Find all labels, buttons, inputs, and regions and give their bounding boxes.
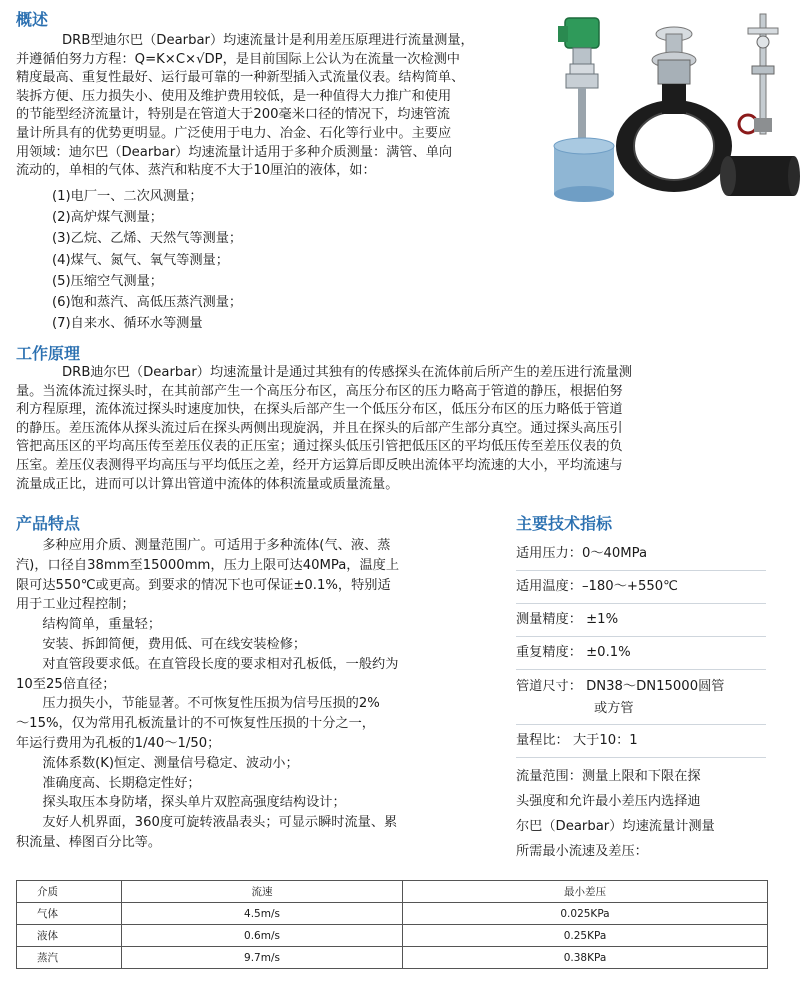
features-line: 流体系数(K)恒定、测量信号稳定、波动小； (16, 755, 299, 771)
list-item: (6)饱和蒸汽、高低压蒸汽测量； (52, 295, 243, 311)
features-text (16, 536, 478, 853)
overview-line: 量计所具有的优势更明显。广泛使用于电力、冶金、石化等行业中。主要应 (16, 125, 452, 141)
range-line: 所需最小流速及差压： (516, 844, 648, 859)
overview-title: 概述 (16, 10, 49, 29)
spec-row (516, 637, 766, 670)
spec-value: ±0.1% (581, 645, 631, 660)
spec-value: –180～+550℃ (581, 579, 678, 594)
overview-line: DRB型迪尔巴（Dearbar）均速流量计是利用差压原理进行流量测量， (62, 33, 474, 48)
header-cell: 最小差压 (403, 881, 768, 903)
table-cell: 9.7m/s (122, 947, 403, 969)
list-item: (7)自来水、循环水等测量 (52, 316, 203, 332)
table-cell: 气体 (17, 903, 122, 925)
features-line: 用于工业过程控制； (16, 597, 135, 613)
table-cell: 0.6m/s (122, 925, 403, 947)
principle-text (16, 364, 768, 494)
spec-row (516, 538, 766, 571)
principle-line: 流量成正比，进而可以计算出管道中流体的体积流量或质量流量。 (16, 476, 399, 492)
spec-label: 适用压力： (516, 546, 582, 561)
features-line: 汽)，口径自38mm至15000mm，压力上限可达40MPa，温度上 (16, 557, 400, 573)
product-photos (548, 6, 800, 202)
table-cell: 0.025KPa (403, 903, 768, 925)
principle-line: 的静压。差压流体从探头流过后在探头两侧出现旋涡，并且在探头的后部产生部分真空。通过探头高压引 (16, 420, 623, 436)
specs-list (516, 538, 766, 868)
principle-line: 管把高压区的平均高压传至差压仪表的正压室；通过探头低压引管把低压区的平均低压传至差压仪表的负 (16, 439, 623, 455)
overview-line: 的节能型经济流量计，特别是在管道大于200毫米口径的情况下，均速管流 (16, 107, 450, 123)
features-line: 结构简单，重量轻； (16, 617, 162, 633)
features-line: 10至25倍直径； (16, 676, 116, 692)
overview-line: 并遵循伯努力方程：Q=K×C×√DP，是目前国际上公认为在流量一次检测中 (16, 51, 460, 67)
overview-line: 流动的，单相的气体、蒸汽和粘度不大于10厘泊的液体，如： (16, 163, 376, 179)
features-line: 准确度高、长期稳定性好； (16, 775, 201, 791)
range-line: 测量上限和下限在探 (581, 769, 701, 784)
min-diff-pressure-table (16, 880, 768, 969)
list-item: (4)煤气、氮气、氧气等测量； (52, 252, 229, 268)
spec-value: DN38～DN15000圆管 (581, 679, 725, 694)
features-line: 安装、拆卸简便，费用低、可在线安装检修； (16, 636, 307, 652)
table-cell: 4.5m/s (122, 903, 403, 925)
table-header-row (17, 881, 768, 903)
overview-line: 装拆方便、压力损失小、使用及维护费用较低，是一种值得大力推广和使用 (16, 88, 452, 104)
features-line: ～15%，仅为常用孔板流量计的不可恢复性压损的十分之一， (16, 716, 375, 732)
range-line: 头强度和允许最小差压内选择迪 (516, 794, 701, 809)
spec-value: 0～40MPa (581, 546, 648, 561)
features-title: 产品特点 (16, 514, 81, 533)
overview-line: 精度最高、重复性最好、运行最可靠的一种新型插入式流量仪表。结构简单、 (16, 70, 465, 86)
features-line: 年运行费用为孔板的1/40～1/50； (16, 735, 221, 751)
overview-text (16, 32, 554, 181)
features-line: 压力损失小，节能显著。不可恢复性压损为信号压损的2% (16, 696, 380, 712)
spec-row (516, 725, 766, 758)
list-item: (5)压缩空气测量； (52, 273, 163, 289)
spec-row (516, 670, 766, 725)
features-line: 多种应用介质、测量范围广。可适用于多种流体(气、液、蒸 (16, 538, 391, 553)
features-line: 限可达550℃或更高。到要求的情况下也可保证±0.1%，特别适 (16, 577, 391, 593)
application-list (52, 186, 242, 334)
spec-label: 管道尺寸： (516, 679, 582, 694)
features-line: 对直管段要求低。在直管段长度的要求相对孔板低，一般约为 (16, 656, 399, 672)
principle-line: 量。当流体流过探头时，在其前部产生一个高压分布区，高压分布区的压力略高于管道的静压，根据伯努 (16, 383, 623, 399)
flanged-saddle-photo (616, 27, 732, 192)
features-line: 探头取压本身防堵，探头单片双腔高强度结构设计； (16, 795, 346, 811)
valve-assembly-photo (720, 14, 800, 196)
table-row (17, 947, 768, 969)
features-line: 友好人机界面，360度可旋转液晶表头；可显示瞬时流量、累 (16, 815, 398, 831)
specs-title: 主要技术指标 (516, 514, 613, 533)
table-row (17, 925, 768, 947)
overview-line: 用领域：迪尔巴（Dearbar）均速流量计适用于多种介质测量：满管、单向 (16, 144, 453, 160)
spec-row (516, 604, 766, 637)
spec-label: 量程比： (516, 733, 569, 748)
spec-label: 流量范围： (516, 769, 582, 784)
spec-label: 重复精度： (516, 645, 582, 660)
principle-line: 利方程原理，流体流过探头时速度加快，在探头后部产生一个低压分布区，低压分布区的压力略低于管道 (16, 402, 623, 418)
spec-row (516, 571, 766, 604)
table-cell: 蒸汽 (17, 947, 122, 969)
spec-value: 大于10：1 (568, 733, 638, 748)
features-line: 积流量、棒图百分比等。 (16, 834, 162, 850)
table-cell: 0.25KPa (403, 925, 768, 947)
spec-label: 适用温度： (516, 579, 582, 594)
header-cell: 介质 (17, 881, 122, 903)
spec-value-cont: 或方管 (594, 701, 634, 716)
list-item: (1)电厂一、二次风测量； (52, 189, 203, 204)
principle-line: 压室。差压仪表测得平均高压与平均低压之差，经开方运算后即反映出流体平均流速的大小，平均流速与 (16, 457, 623, 473)
table-cell: 0.38KPa (403, 947, 768, 969)
flowmeter-probe-photo (554, 18, 614, 202)
range-line: 尔巴（Dearbar）均速流量计测量 (516, 819, 715, 834)
spec-row-range (516, 758, 766, 868)
list-item: (3)乙烷、乙烯、天然气等测量； (52, 231, 243, 247)
principle-title: 工作原理 (16, 344, 81, 363)
principle-line: DRB迪尔巴（Dearbar）均速流量计是通过其独有的传感探头在流体前后所产生的差压进行流量测 (62, 365, 632, 380)
list-item: (2)高炉煤气测量； (52, 210, 163, 226)
header-cell: 流速 (122, 881, 403, 903)
table-row (17, 903, 768, 925)
spec-value: ±1% (581, 612, 619, 627)
table-cell: 液体 (17, 925, 122, 947)
spec-label: 测量精度： (516, 612, 582, 627)
